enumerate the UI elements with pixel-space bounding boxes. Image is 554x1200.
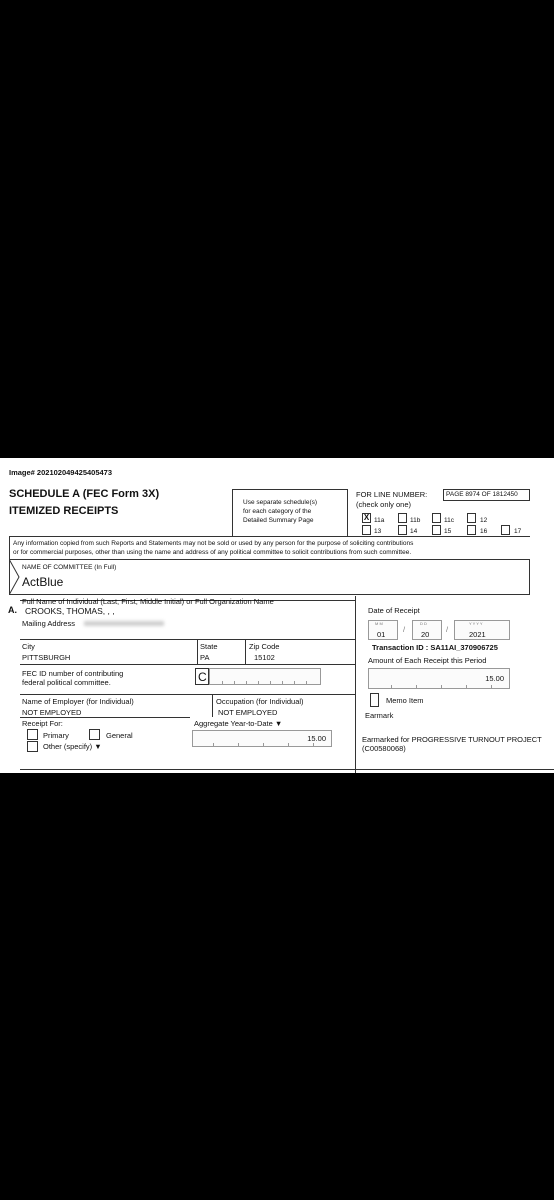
other-checkbox[interactable] <box>27 741 38 752</box>
date-year-hint: Y Y Y Y <box>469 621 483 626</box>
aggregate-label: Aggregate Year-to-Date ▼ <box>194 719 283 728</box>
zip-label: Zip Code <box>249 642 280 651</box>
date-month: 01 <box>377 630 386 639</box>
line-11b-checkbox[interactable] <box>398 513 407 523</box>
fec-form-document: Image# 202102049425405473 SCHEDULE A (FEC Form 3X) ITEMIZED RECEIPTS Use separate schedule(s) for each category of the Detailed Summary Page FOR LINE NUMBER: (check only one) PAGE 8974 OF 1812450 X 11a 11b 11c 12 13 14 15 16 17 Any information copied from such Reports and Statements may not be sold or used by any person for the purpose of soliciting contributions or for commercial purposes, other than using the name and address of any political committee to solicit contributions from such committee. NAME OF COMMITTEE (In Full) ActBlue A. Full Name of Individual (Last, First, Middle Initial) or Full Organization Name CROOKS, THOMAS, , , Mailing Address City PITTSBURGH State PA Zip Code 15102 FEC ID number of contributing federal political committee. C Name of Employer (for Individual) NOT EMPLOYED Occupation (for Individual) NOT EMPLOYED Receipt For: Primary General Other (specify) ▼ Aggregate Year-to-Date ▼ 15.00 Date of Receipt M M 01 / D D 20 / Y Y Y Y 2021 Transaction ID : SA11AI_370906725 Amount of Each Receipt this Period 15.00 Memo Item Earmark Earmarked for PROGRESSIVE TURNOUT PROJECT (C00580068) <box>0 458 554 773</box>
amount-label: Amount of Each Receipt this Period <box>368 656 487 665</box>
employer-value: NOT EMPLOYED <box>22 708 82 717</box>
committee-box <box>9 559 530 595</box>
date-day-field[interactable] <box>412 620 442 640</box>
committee-notch <box>9 559 21 595</box>
date-month-field[interactable] <box>368 620 398 640</box>
fec-id-label-2: federal political committee. <box>22 678 111 687</box>
committee-name: ActBlue <box>22 575 64 589</box>
receipt-for-label: Receipt For: <box>22 719 63 728</box>
line-15-label: 15 <box>444 528 452 535</box>
full-name-label: Full Name of Individual (Last, First, Middle Initial) or Full Organization Name <box>22 597 274 606</box>
line-15-checkbox[interactable] <box>432 525 441 535</box>
transaction-id: Transaction ID : SA11AI_370906725 <box>372 643 498 652</box>
line-11b-label: 11b <box>410 517 421 524</box>
committee-label: NAME OF COMMITTEE (In Full) <box>22 564 117 571</box>
memo-item-label: Memo Item <box>386 696 424 705</box>
occupation-value: NOT EMPLOYED <box>218 708 278 717</box>
disclaimer-box <box>9 536 530 560</box>
occupation-label: Occupation (for Individual) <box>216 697 304 706</box>
amount-field[interactable] <box>368 668 510 689</box>
fec-id-prefix-box <box>195 668 209 685</box>
city-label: City <box>22 642 35 651</box>
line-12-checkbox[interactable] <box>467 513 476 523</box>
employer-label: Name of Employer (for Individual) <box>22 697 134 706</box>
earmark-text-1: Earmarked for PROGRESSIVE TURNOUT PROJECT <box>362 735 542 744</box>
line-11a-label: 11a <box>374 517 385 524</box>
zip-value: 15102 <box>254 653 275 662</box>
line-14-label: 14 <box>410 528 418 535</box>
line-11c-checkbox[interactable] <box>432 513 441 523</box>
state-label: State <box>200 642 218 651</box>
instructions-line-2: for each category of the <box>243 508 312 515</box>
line-12-label: 12 <box>480 517 488 524</box>
aggregate-value: 15.00 <box>307 734 326 743</box>
date-year-field[interactable] <box>454 620 510 640</box>
section-divider <box>355 596 356 773</box>
instructions-line-3: Detailed Summary Page <box>243 517 314 524</box>
line-14-checkbox[interactable] <box>398 525 407 535</box>
schedule-title: SCHEDULE A (FEC Form 3X) <box>9 488 160 500</box>
line-11c-label: 11c <box>444 517 454 524</box>
contributor-name: CROOKS, THOMAS, , , <box>25 606 115 616</box>
date-of-receipt-label: Date of Receipt <box>368 606 420 615</box>
date-day: 20 <box>421 630 430 639</box>
check-only-one: (check only one) <box>356 500 412 509</box>
disclaimer-line-2: or for commercial purposes, other than using the name and address of any political committee to solicit contributions from such committee. <box>13 549 412 556</box>
other-label: Other (specify) ▼ <box>43 742 102 751</box>
line-16-checkbox[interactable] <box>467 525 476 535</box>
instructions-box <box>232 489 348 537</box>
instructions-line-1: Use separate schedule(s) <box>243 499 318 506</box>
mailing-address-label: Mailing Address <box>22 619 75 628</box>
memo-item-checkbox[interactable] <box>370 693 379 707</box>
fec-id-label-1: FEC ID number of contributing <box>22 669 124 678</box>
redacted-address <box>84 621 164 626</box>
date-month-hint: M M <box>375 621 383 626</box>
primary-checkbox[interactable] <box>27 729 38 740</box>
state-value: PA <box>200 653 210 662</box>
line-16-label: 16 <box>480 528 488 535</box>
schedule-subtitle: ITEMIZED RECEIPTS <box>9 505 119 517</box>
primary-label: Primary <box>43 731 69 740</box>
general-label: General <box>106 731 133 740</box>
earmark-text-2: (C00580068) <box>362 744 406 753</box>
line-17-checkbox[interactable] <box>501 525 510 535</box>
line-13-checkbox[interactable] <box>362 525 371 535</box>
disclaimer-line-1: Any information copied from such Reports and Statements may not be sold or used by any person for the purpose of soliciting contributions <box>13 540 414 547</box>
aggregate-field[interactable] <box>192 730 332 747</box>
fec-id-prefix: C <box>198 670 207 684</box>
city-value: PITTSBURGH <box>22 653 71 662</box>
date-year: 2021 <box>469 630 486 639</box>
line-13-label: 13 <box>374 528 382 535</box>
line-number-label: FOR LINE NUMBER: <box>356 490 428 499</box>
page-number-box <box>443 489 530 501</box>
line-11a-checkbox[interactable]: X <box>363 513 370 522</box>
image-id: Image# 202102049425405473 <box>9 468 113 477</box>
fec-id-field[interactable] <box>209 668 321 685</box>
date-day-hint: D D <box>420 621 427 626</box>
entry-letter: A. <box>8 605 17 615</box>
amount-value: 15.00 <box>485 674 504 683</box>
page-number: PAGE 8974 OF 1812450 <box>446 491 518 498</box>
line-17-label: 17 <box>514 528 522 535</box>
general-checkbox[interactable] <box>89 729 100 740</box>
earmark-label: Earmark <box>365 711 394 720</box>
